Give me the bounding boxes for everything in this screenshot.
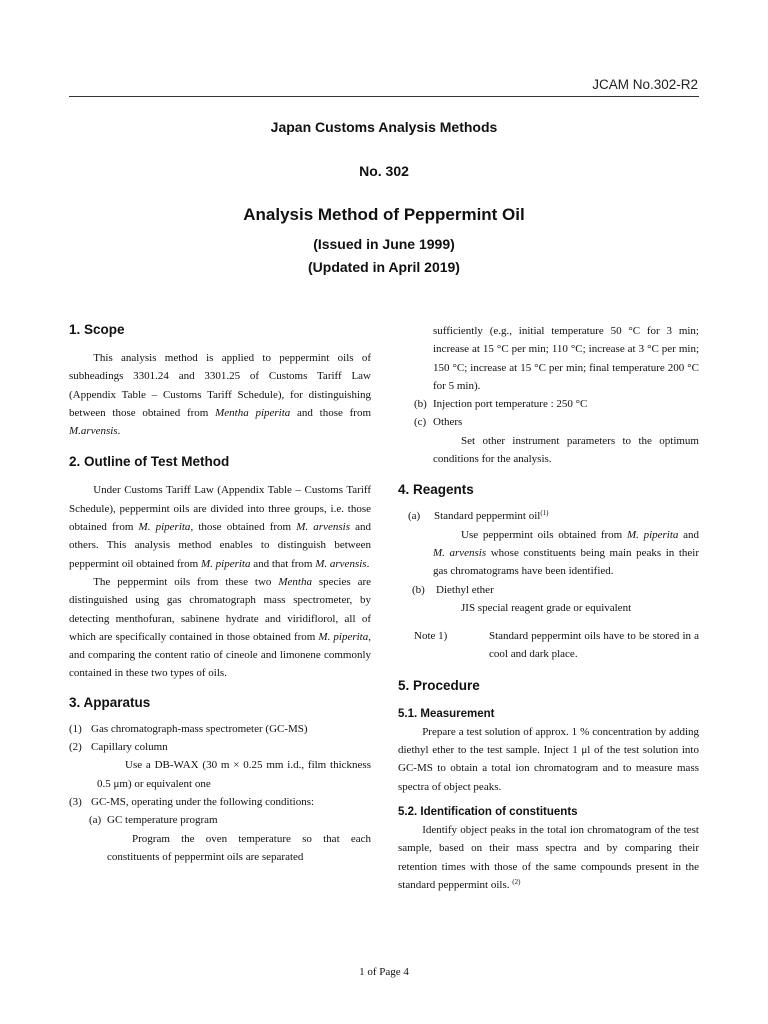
outline-paragraph-2: The peppermint oils from these two Mentha species are distinguished using gas chromatograph mass spectrometer, by detecting menthofuran, sabinene hydrate and viridiflorol, all of which are specifically contained in those obtained from M. piperita, and comparing the content ratio of cineole and limonene commonly contained in these two types of oils. bbox=[69, 575, 372, 680]
measurement-heading: 5.1. Measurement bbox=[398, 707, 495, 720]
column-detail: Use a DB-WAX (30 m × 0.25 mm i.d., film thickness 0.5 μm) or equivalent one bbox=[97, 759, 371, 790]
organization-title: Japan Customs Analysis Methods bbox=[270, 119, 498, 135]
right-column bbox=[398, 322, 699, 894]
page-title: Analysis Method of Peppermint Oil bbox=[243, 205, 525, 224]
scope-heading: 1. Scope bbox=[69, 322, 125, 337]
outline-heading: 2. Outline of Test Method bbox=[69, 454, 230, 470]
apparatus-heading: 3. Apparatus bbox=[69, 694, 151, 710]
page-number: 1 of Page 4 bbox=[359, 966, 409, 978]
reagent-note: Note 1) Standard peppermint oils have to be stored in a cool and dark place. bbox=[414, 630, 699, 661]
updated-date: (Updated in April 2019) bbox=[308, 259, 460, 275]
header-rule bbox=[69, 96, 699, 97]
reagent-a-detail: Use peppermint oils obtained from M. piperita and M. arvensis whose constituents being main peaks in their gas chromatograms have been identified. bbox=[433, 528, 700, 578]
others-item: (c) Others bbox=[414, 416, 463, 429]
issued-date: (Issued in June 1999) bbox=[313, 236, 455, 252]
outline-paragraph-1: Under Customs Tariff Law (Appendix Table – Customs Tariff Schedule), peppermint oils are divided into three groups, i.e. those obtained from M. piperita, those obtained from M. arvensis and others. This analysis method enables to distinguish between peppermint oil obtained from M. piperita and that from M. arvensis. bbox=[69, 484, 371, 570]
document-code: JCAM No.302-R2 bbox=[592, 77, 698, 92]
gc-temperature-detail: Program the oven temperature so that each constituents of peppermint oils are separated bbox=[107, 832, 371, 863]
method-number: No. 302 bbox=[359, 163, 409, 179]
identification-heading: 5.2. Identification of constituents bbox=[398, 805, 578, 818]
gc-temperature-item: (a) GC temperature program bbox=[89, 814, 218, 827]
others-detail: Set other instrument parameters to the optimum conditions for the analysis. bbox=[433, 434, 699, 466]
left-column bbox=[69, 320, 371, 866]
reagents-heading: 4. Reagents bbox=[398, 482, 474, 498]
injection-port-item: (b) Injection port temperature : 250 °C bbox=[414, 398, 588, 411]
procedure-heading: 5. Procedure bbox=[398, 677, 480, 693]
identification-paragraph: Identify object peaks in the total ion chromatogram of the test sample, based on their mass spectra and by comparing their retention times with those of the same compounds present in the standard peppermint oils. $^{(2)}$ bbox=[398, 823, 699, 891]
apparatus-item-2: (2) Capillary column bbox=[69, 741, 168, 754]
scope-paragraph: This analysis method is applied to peppermint oils of subheadings 3301.24 and 3301.25 of Customs Tariff Law (Appendix Table – Customs Tariff Schedule), for distinguishing between those obtained from Mentha piperita and those from M.arvensis. bbox=[69, 352, 372, 438]
measurement-paragraph: Prepare a test solution of approx. 1 % concentration by adding diethyl ether to the test sample. Inject 1 μl of the test solution into GC-MS to obtain a total ion chromatogram and to measure mass spectra of object peaks. bbox=[398, 725, 699, 793]
reagent-item-a: (a) Standard peppermint oil$^{(1)}$ bbox=[408, 509, 549, 523]
reagent-item-b: (b) Diethyl ether bbox=[412, 583, 494, 596]
gc-temperature-detail-continued: sufficiently (e.g., initial temperature 50 °C for 3 min; increase at 15 °C per min; 110 °C; increase at 3 °C per min; 150 °C; increase at 15 °C per min; final temperature 200 °C for 5 min). bbox=[433, 325, 699, 392]
reagent-b-detail: JIS special reagent grade or equivalent bbox=[461, 601, 632, 614]
apparatus-item-3: (3) GC-MS, operating under the following conditions: bbox=[69, 795, 315, 808]
apparatus-item-1: (1) Gas chromatograph-mass spectrometer (GC-MS) bbox=[69, 722, 308, 735]
